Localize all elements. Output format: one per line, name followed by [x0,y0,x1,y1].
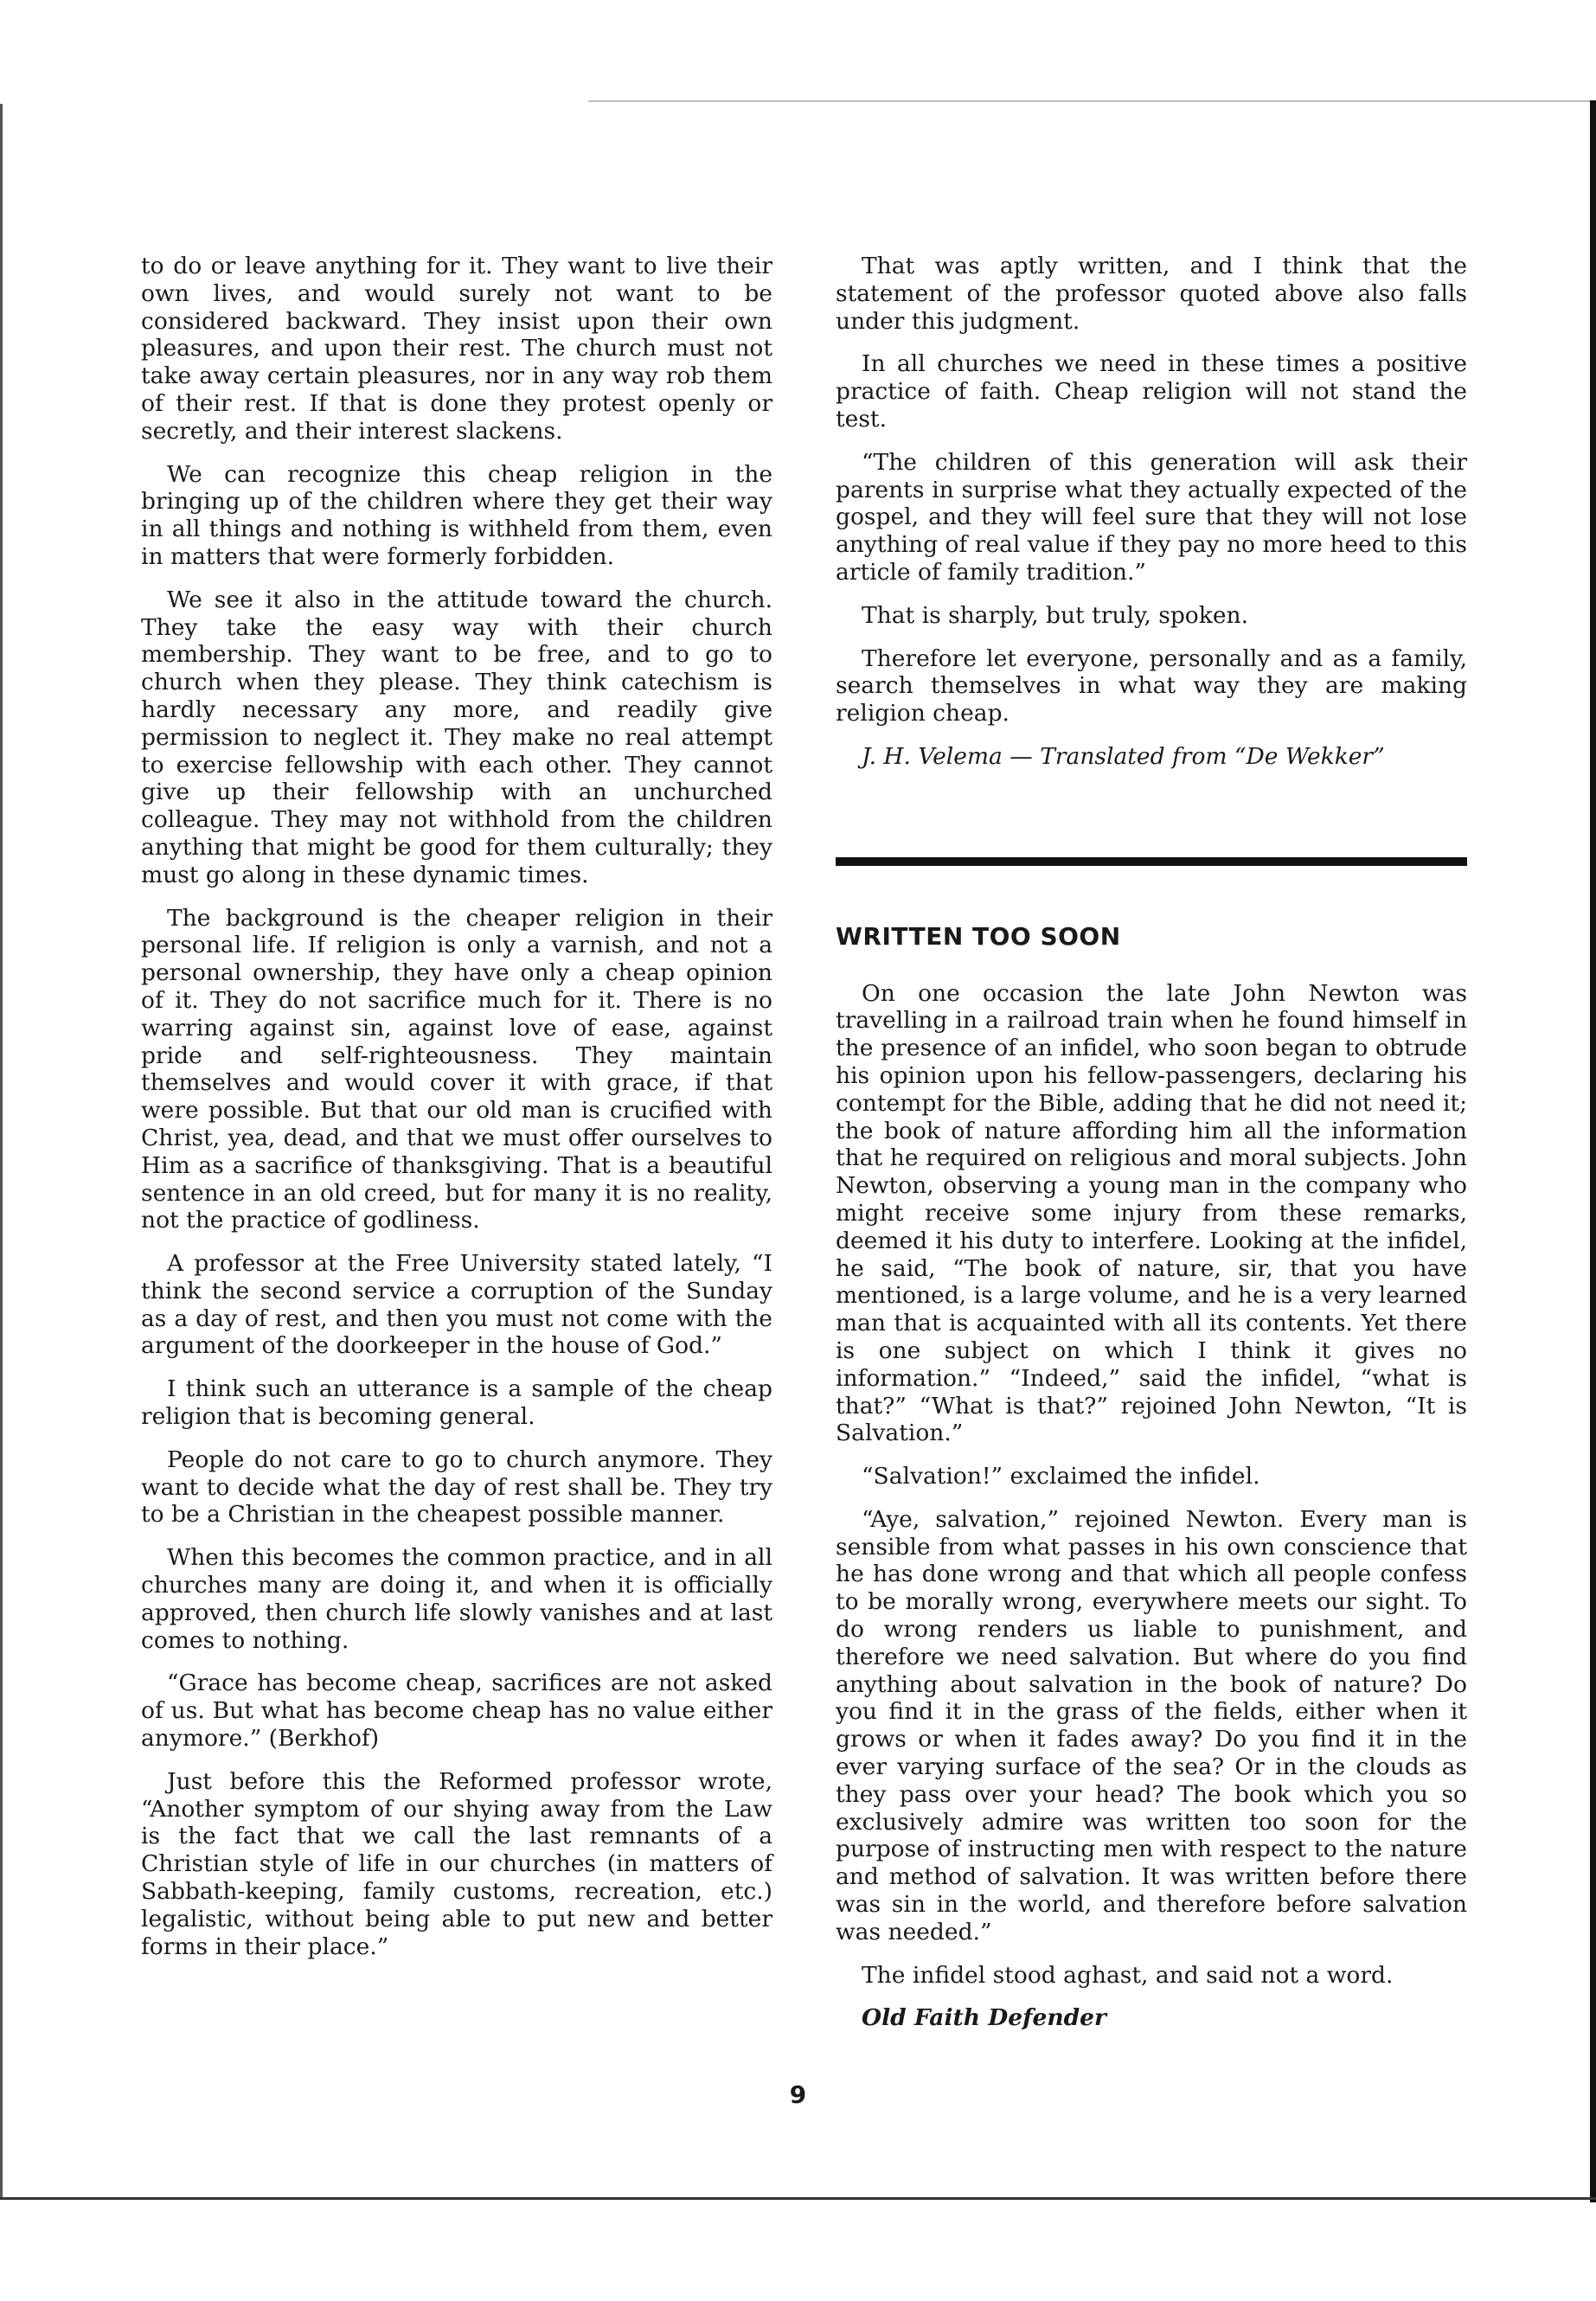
paragraph: On one occasion the late John Newton was travelling in a railroad train when he found himself in the presence of an infidel, who soon began to obtrude his opinion upon his fellow-passengers, declaring his contempt for the Bible, adding that he did not need it; the book of nature affording him all the information that he required on religious and moral subjects. John Newton, observing a young man in the company who might receive some injury from these remarks, deemed it his duty to interfere. Looking at the infidel, he said, “The book of nature, sir, that you have mentioned, is a large volume, and he is a very learned man that is acquainted with all its contents. Yet there is one subject on which I think it gives no information.” “Indeed,” said the infidel, “what is that?” “What is that?” rejoined John Newton, “It is Salvation.” [836,979,1467,1447]
left-column [141,253,772,1976]
paragraph: The infidel stood aghast, and said not a word. [862,1961,1394,1989]
paragraph: I think such an utterance is a sample of the cheap religion that is becoming general. [141,1375,772,1431]
paragraph: People do not care to go to church anymore. They want to decide what the day of rest shall be. They try to be a Christian in the cheapest possible manner. [141,1445,772,1529]
paragraph: Therefore let everyone, personally and as a family, search themselves in what way they are making religion cheap. [836,644,1467,727]
paragraph: When this becomes the common practice, and in all churches many are doing it, and when it is officially approved, then church life slowly vanishes and at last comes to nothing. [141,1544,772,1654]
left-page-edge [0,104,3,2197]
paragraph: Just before this the Reformed professor wrote, “Another symptom of our shying away from the Law is the fact that we call the last remnants of a Christian style of life in our churches (in matters of Sabbath-keeping, family customs, recreation, etc.) legalistic, without being able to put new and better forms in their place.” [141,1767,772,1960]
article-signature: J. H. Velema — Translated from “De Wekker” [862,742,1385,770]
paragraph: “Salvation!” exclaimed the infidel. [862,1463,1260,1490]
paragraph: In all churches we need in these times a positive practice of faith. Cheap religion will not stand the test. [836,350,1467,433]
source-credit: Old Faith Defender [862,2004,1106,2032]
top-rule [588,100,1596,102]
bottom-rule [0,2197,1596,2200]
right-page-edge [1590,100,1596,2202]
paragraph: We see it also in the attitude toward the church. They take the easy way with their church membership. They want to be free, and to go to church when they please. They think catechism is hardly necessary any more, and readily give permission to neglect it. They make no real attempt to exercise fellowship with each other. They cannot give up their fellowship with an unchurched colleague. They may not withhold from the children anything that might be good for them culturally; they must go along in these dynamic times. [141,586,772,888]
page-number: 9 [789,2080,807,2109]
paragraph: The background is the cheaper religion in their personal life. If religion is only a varnish, and not a personal ownership, they have only a cheap opinion of it. They do not sacrifice much for it. There is no warring against sin, against love of ease, against pride and self-righteousness. They maintain themselves and would cover it with grace, if that were possible. But that our old man is crucified with Christ, yea, dead, and that we must offer ourselves to Him as a sacrifice of thanksgiving. That is a beautiful sentence in an old creed, but for many it is no reality, not the practice of godliness. [141,904,772,1234]
paragraph: That was aptly written, and I think that the statement of the professor quoted above also falls under this judgment. [836,253,1467,335]
section-divider [836,857,1467,866]
right-column [836,253,1467,2048]
section-title: WRITTEN TOO SOON [836,921,1121,951]
paragraph: That is sharply, but truly, spoken. [862,601,1248,629]
paragraph: A professor at the Free University stated lately, “I think the second service a corruption of the Sunday as a day of rest, and then you must not come with the argument of the doorkeeper in the house of God.” [141,1250,772,1360]
paragraph: We can recognize this cheap religion in the bringing up of the children where they get their way in all things and nothing is withheld from them, even in matters that were formerly forbidden. [141,460,772,570]
paragraph: “Aye, salvation,” rejoined Newton. Every man is sensible from what passes in his own conscience that he has done wrong and that which all people confess to be morally wrong, everywhere meets our sight. To do wrong renders us liable to punishment, and therefore we need salvation. But where do you find anything about salvation in the book of nature? Do you find it in the grass of the fields, either when it grows or when it fades away? Do you find it in the ever varying surface of the sea? Or in the clouds as they pass over your head? The book which you so exclusively admire was written too soon for the purpose of instructing men with respect to the nature and method of salvation. It was written before there was sin in the world, and therefore before salvation was needed.” [836,1505,1467,1945]
paragraph: to do or leave anything for it. They want to live their own lives, and would surely not want to be considered backward. They insist upon their own pleasures, and upon their rest. The church must not take away certain pleasures, nor in any way rob them of their rest. If that is done they protest openly or secretly, and their interest slackens. [141,253,772,445]
paragraph: “The children of this generation will ask their parents in surprise what they actually expected of the gospel, and they will feel sure that they will not lose anything of real value if they pay no more heed to this article of family tradition.” [836,448,1467,586]
paragraph: “Grace has become cheap, sacrifices are not asked of us. But what has become cheap has no value either anymore.” (Berkhof) [141,1670,772,1753]
